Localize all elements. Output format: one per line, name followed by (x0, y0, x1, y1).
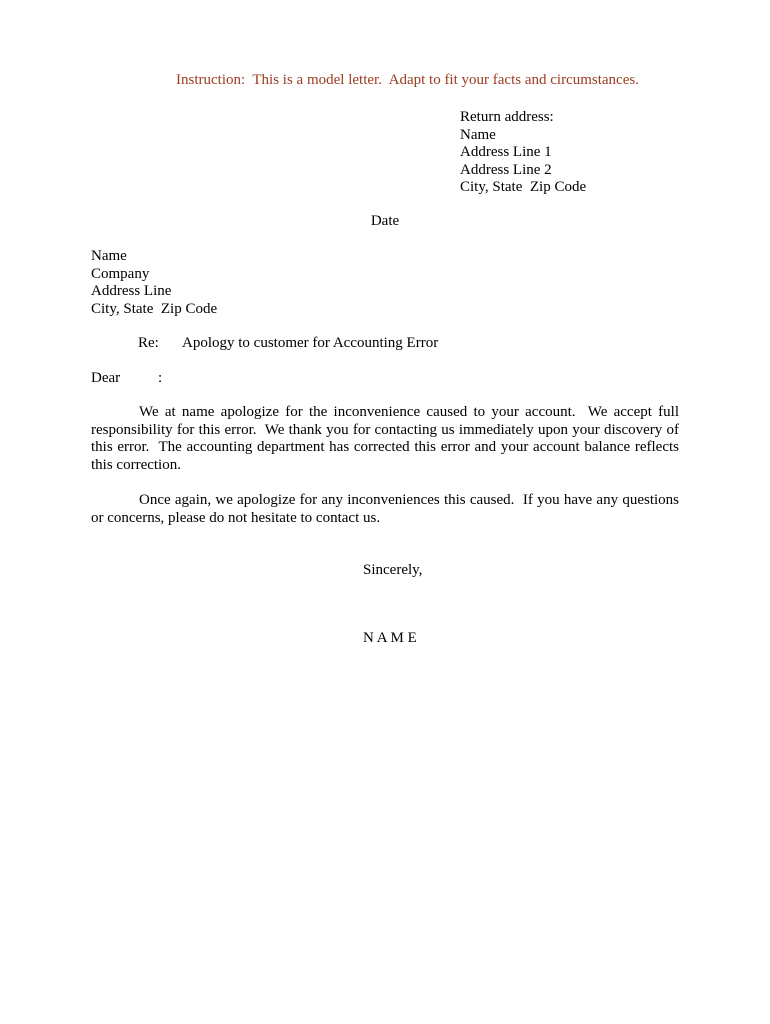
recipient-name: Name (91, 248, 127, 264)
recipient-city-state-zip: City, State Zip Code (91, 300, 218, 317)
body-paragraph-1: We at name apologize for the inconvenience caused to your account. We accept full responsibility for this error. We thank you for contacting us immediately upon your discovery of this error. The accounting department has corrected this error and your account balance reflects this correction. (91, 404, 679, 473)
date-placeholder: Date (370, 213, 400, 229)
salutation-dear: Dear (91, 370, 121, 386)
return-address-city-state-zip: City, State Zip Code (460, 179, 587, 196)
salutation-line (91, 370, 679, 388)
subject-text: Apology to customer for Accounting Error (182, 335, 439, 351)
salutation-colon: : (158, 370, 163, 386)
instruction-note: Instruction: This is a model letter. Adapt to fit your facts and circumstances. (176, 72, 639, 88)
closing-sincerely: Sincerely, (363, 562, 423, 578)
return-address-heading: Return address: (460, 109, 554, 125)
return-address-block (460, 109, 586, 197)
re-label: Re: (138, 335, 159, 351)
recipient-address-block (91, 248, 217, 318)
body-paragraph-2: Once again, we apologize for any inconveniences this caused. If you have any questions or concerns, please do not hesitate to contact us. (91, 492, 679, 526)
recipient-address-line: Address Line (91, 283, 172, 300)
subject-line (91, 335, 679, 353)
return-address-name: Name (460, 126, 496, 143)
return-address-line1: Address Line 1 (460, 144, 552, 161)
signature-name-placeholder: N A M E (363, 630, 417, 646)
recipient-company: Company (91, 265, 150, 282)
return-address-line2: Address Line 2 (460, 161, 552, 178)
